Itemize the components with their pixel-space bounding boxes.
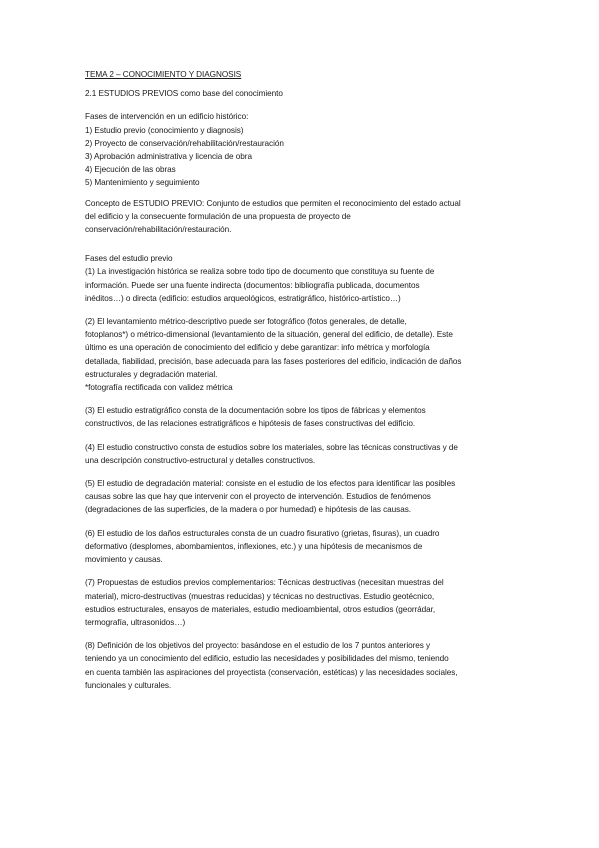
study-phase-paragraph [85, 265, 515, 305]
paragraph-line: (1) La investigación histórica se realiza sobre todo tipo de documento que constituya su fuente de [85, 267, 435, 277]
paragraph-line: causas sobre las que hay que intervenir con el proyecto de intervención. Estudios de fenómenos [85, 492, 431, 502]
paragraph-line: (6) El estudio de los daños estructurales consta de un cuadro fisurativo (grietas, fisuras), un cuadro [85, 528, 440, 538]
paragraph-line: movimiento y causas. [85, 555, 163, 565]
paragraph-line: (3) El estudio estratigráfico consta de la documentación sobre los tipos de fábricas y elementos [85, 406, 426, 416]
paragraph-line: termografía, ultrasonidos…) [85, 617, 186, 627]
concept-line: del edificio y la consecuente formulación de una propuesta de proyecto de [85, 211, 351, 221]
study-phase-paragraph [85, 315, 515, 394]
study-phase-paragraph [85, 527, 515, 567]
paragraph-line: (5) El estudio de degradación material: consiste en el estudio de los efectos para identificar las posibles [85, 479, 456, 489]
paragraph-line: información. Puede ser una fuente indirecta (documentos: bibliografía publicada, documentos [85, 280, 420, 290]
paragraph-line: inéditos…) o directa (edificio: estudios arqueológicos, estratigráfico, histórico-artístico…) [85, 293, 401, 303]
phase-item: 1) Estudio previo (conocimiento y diagnosis) [85, 125, 244, 135]
paragraph-line: teniendo ya un conocimiento del edificio, estudio las necesidades y posibilidades del mismo, teniendo [85, 654, 449, 664]
study-phase-paragraphs [85, 265, 515, 691]
paragraph-line: estudios estructurales, ensayos de materiales, estudio medioambiental, otros estudios (georrádar, [85, 604, 436, 614]
paragraph-line: (7) Propuestas de estudios previos complementarios: Técnicas destructivas (necesitan muestras del [85, 578, 444, 588]
paragraph-line: (4) El estudio constructivo consta de estudios sobre los materiales, sobre las técnicas constructivas y de [85, 442, 458, 452]
paragraph-line: estructurales y degradación material. [85, 369, 218, 379]
paragraph-line: último es una operación de conocimiento del edificio y debe garantizar: info métrica y morfología [85, 343, 430, 353]
study-phase-paragraph [85, 477, 515, 517]
paragraph-line: constructivos, de las relaciones estratigráficos e hipótesis de fases constructivas del edificio. [85, 419, 416, 429]
paragraph-line: (8) Definición de los objetivos del proyecto: basándose en el estudio de los 7 puntos anteriores y [85, 641, 431, 651]
phases-intro: Fases de intervención en un edificio histórico: [85, 112, 249, 122]
document-title: TEMA 2 – CONOCIMIENTO Y DIAGNOSIS [85, 70, 242, 79]
paragraph-line: deformativo (desplomes, abombamientos, inflexiones, etc.) y una hipótesis de mecanismos de [85, 541, 423, 551]
concept-line: conservación/rehabilitación/restauración. [85, 225, 232, 235]
concept-definition [85, 197, 515, 237]
study-phase-paragraph [85, 639, 515, 692]
study-phase-paragraph [85, 441, 515, 467]
phase-item: 4) Ejecución de las obras [85, 165, 176, 175]
paragraph-line: (degradaciones de las superficies, de la madera o por humedad) e hipótesis de las causas. [85, 505, 411, 515]
paragraph-line: (2) El levantamiento métrico-descriptivo puede ser fotográfico (fotos generales, de detalle, [85, 317, 407, 327]
intervention-phases [85, 110, 515, 189]
section-heading: 2.1 ESTUDIOS PREVIOS como base del conocimiento [85, 89, 283, 99]
paragraph-line: fotoplanos*) o métrico-dimensional (levantamiento de la situación, general del edificio, de detalle). Este [85, 330, 453, 340]
concept-line: Concepto de ESTUDIO PREVIO: Conjunto de estudios que permiten el reconocimiento del estado actual [85, 198, 461, 208]
study-phase-paragraph [85, 404, 515, 430]
paragraph-line: material), micro-destructivas (muestras reducidas) y técnicas no destructivas. Estudio geotécnico, [85, 591, 435, 601]
study-phases-heading: Fases del estudio previo [85, 254, 173, 264]
document-page [85, 68, 515, 702]
study-phase-paragraph [85, 576, 515, 629]
paragraph-line: funcionales y culturales. [85, 680, 172, 690]
paragraph-line: detallada, fiabilidad, precisión, base adecuada para las fases posteriores del edificio, indicación de daños [85, 356, 462, 366]
phase-item: 5) Mantenimiento y seguimiento [85, 178, 200, 188]
paragraph-line: en cuenta también las aspiraciones del proyectista (conservación, estéticas) y las necesidades sociales, [85, 667, 458, 677]
paragraph-line: *fotografía rectificada con validez métrica [85, 383, 233, 393]
phase-item: 3) Aprobación administrativa y licencia de obra [85, 152, 252, 162]
study-phases [85, 252, 515, 692]
paragraph-line: una descripción constructivo-estructural y detalles constructivos. [85, 455, 316, 465]
phase-item: 2) Proyecto de conservación/rehabilitación/restauración [85, 138, 284, 148]
